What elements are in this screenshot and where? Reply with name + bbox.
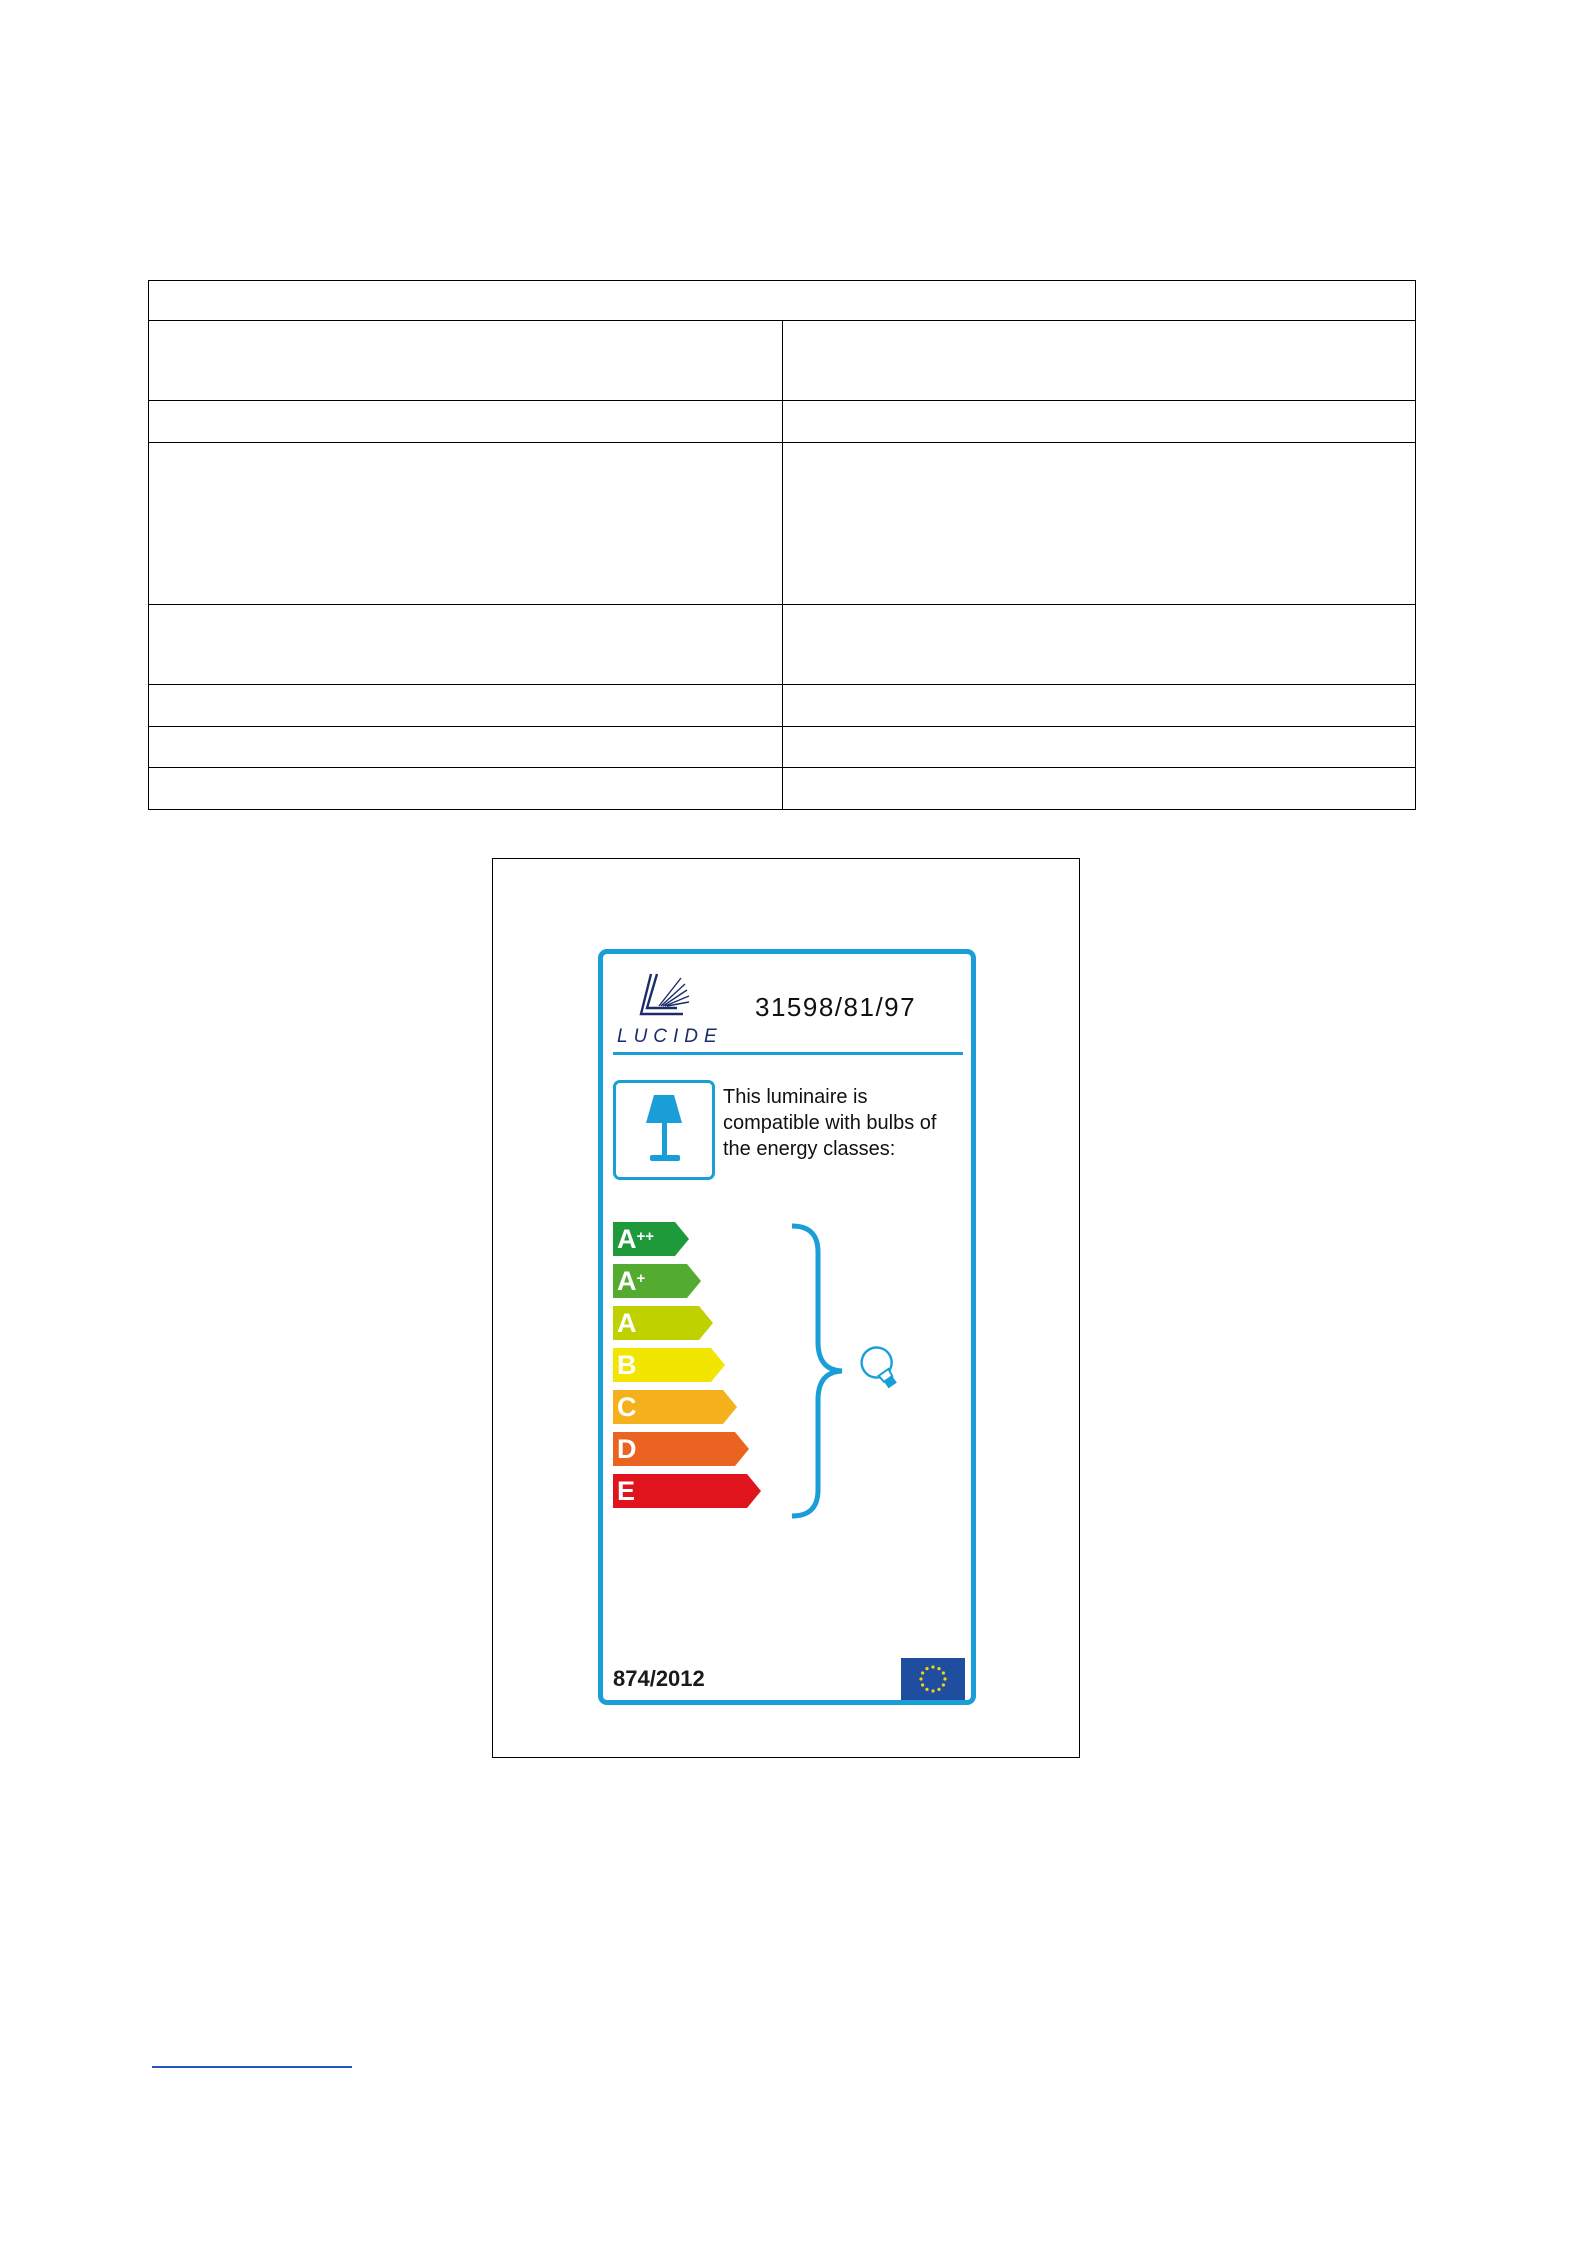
table-row <box>149 401 1416 443</box>
energy-class-label <box>617 1433 637 1465</box>
energy-class-arrow <box>613 1348 725 1382</box>
table-cell <box>149 605 783 685</box>
table-row <box>149 727 1416 768</box>
energy-class-label <box>617 1349 637 1381</box>
table-row <box>149 605 1416 685</box>
eu-star <box>942 1683 945 1686</box>
footnote-separator <box>152 2066 352 2068</box>
table-cell <box>782 443 1416 605</box>
eu-star <box>925 1667 928 1670</box>
compatibility-brace <box>788 1222 848 1525</box>
energy-label-frame <box>492 858 1080 1758</box>
table-lamp-icon <box>613 1080 715 1180</box>
table-row <box>149 443 1416 605</box>
table-cell <box>782 401 1416 443</box>
energy-class-letter: A <box>617 1308 637 1338</box>
light-bulb-icon <box>853 1336 917 1397</box>
eu-star <box>931 1665 934 1668</box>
eu-star <box>942 1671 945 1674</box>
table-cell <box>149 281 1416 321</box>
energy-class-arrow <box>613 1474 761 1508</box>
energy-class-label <box>617 1391 637 1423</box>
table-cell <box>149 321 783 401</box>
energy-class-arrow <box>613 1390 737 1424</box>
energy-class-label <box>617 1265 645 1297</box>
header-divider <box>613 1052 963 1055</box>
energy-class-arrow <box>613 1432 749 1466</box>
eu-star <box>937 1688 940 1691</box>
table-cell <box>149 768 783 810</box>
energy-class-letter: D <box>617 1434 637 1464</box>
energy-label-card <box>598 949 976 1705</box>
table-cell <box>149 727 783 768</box>
table-cell <box>782 727 1416 768</box>
energy-class-arrow <box>613 1264 701 1298</box>
eu-star <box>921 1683 924 1686</box>
energy-class-letter: A <box>617 1266 637 1296</box>
table-cell <box>149 401 783 443</box>
table-row <box>149 768 1416 810</box>
eu-star <box>931 1689 934 1692</box>
table-cell <box>782 768 1416 810</box>
energy-class-label <box>617 1223 654 1255</box>
eu-star <box>919 1677 922 1680</box>
eu-star <box>937 1667 940 1670</box>
energy-class-label <box>617 1307 637 1339</box>
table-cell <box>782 321 1416 401</box>
table-cell <box>149 685 783 727</box>
table-cell <box>782 605 1416 685</box>
compatibility-text: This luminaire is compatible with bulbs of the energy classes: <box>723 1086 937 1160</box>
energy-class-label <box>617 1475 635 1507</box>
model-number: 31598/81/97 <box>755 992 917 1022</box>
table-cell <box>149 443 783 605</box>
brand-text: LUCIDE <box>617 1026 723 1047</box>
eu-star <box>925 1688 928 1691</box>
energy-class-modifier: ++ <box>636 1228 655 1245</box>
lucide-logo <box>611 968 723 1047</box>
table-row <box>149 281 1416 321</box>
regulation-number: 874/2012 <box>613 1666 705 1691</box>
energy-class-letter: E <box>617 1476 636 1506</box>
energy-class-letter: B <box>617 1350 637 1380</box>
eu-flag-icon <box>901 1658 965 1700</box>
table-row <box>149 321 1416 401</box>
eu-star <box>921 1671 924 1674</box>
energy-class-letter: C <box>617 1392 637 1422</box>
energy-class-arrow <box>613 1306 713 1340</box>
eu-star <box>943 1677 946 1680</box>
energy-class-letter: A <box>617 1224 637 1254</box>
energy-class-arrow <box>613 1222 689 1256</box>
table-cell <box>782 685 1416 727</box>
table-row <box>149 685 1416 727</box>
energy-class-scale <box>613 1222 773 1522</box>
spec-table <box>148 280 1416 810</box>
energy-class-modifier: + <box>636 1270 646 1287</box>
